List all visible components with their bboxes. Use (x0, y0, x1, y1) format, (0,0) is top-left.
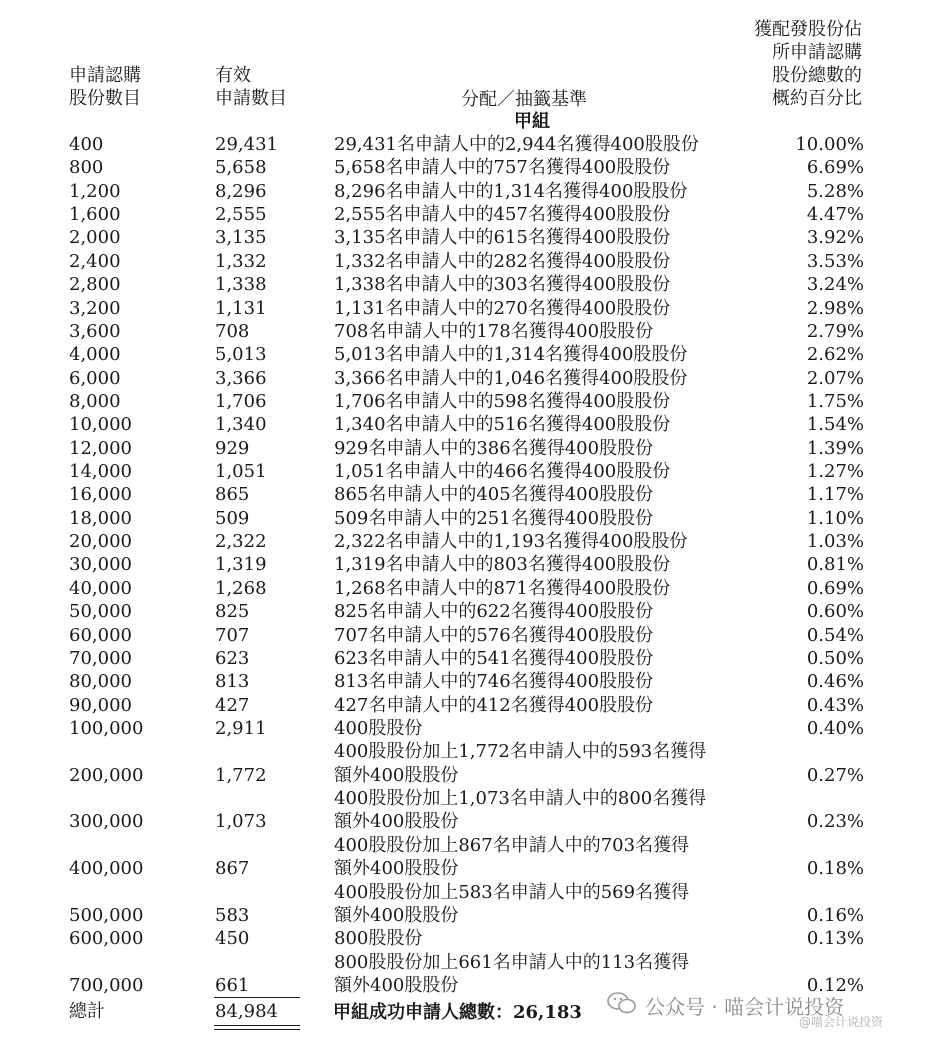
shares-applied-cell: 12,000 (69, 437, 132, 459)
valid-applications-cell: 2,911 (215, 717, 267, 739)
shares-applied-cell: 500,000 (69, 904, 144, 926)
valid-applications-cell: 1,268 (215, 577, 267, 599)
wechat-icon (607, 991, 637, 1015)
allocation-basis-line: 3,366名申請人中的1,046名獲得400股股份 (334, 367, 688, 389)
allocation-basis-cell (334, 320, 734, 343)
allocation-basis-line: 707名申請人中的576名獲得400股股份 (334, 624, 654, 646)
allocation-basis-line: 5,658名申請人中的757名獲得400股股份 (334, 157, 671, 179)
watermark-handle: @喵会计说投资 (799, 1015, 884, 1029)
allocation-basis-cell (334, 927, 734, 950)
allocation-basis-cell (334, 133, 734, 156)
valid-applications-cell: 825 (215, 601, 250, 623)
shares-applied-cell: 2,400 (69, 250, 121, 272)
total-label: 總計 (69, 1001, 105, 1022)
allocation-basis-line: 825名申請人中的622名獲得400股股份 (334, 601, 654, 623)
header-shares: 申請認購 股份數目 (69, 65, 141, 109)
valid-applications-cell: 8,296 (215, 180, 267, 202)
allocation-basis-cell (334, 740, 734, 787)
shares-applied-cell: 30,000 (69, 554, 132, 576)
allocation-basis-line: 額外400股股份 (334, 975, 459, 997)
shares-applied-cell: 1,200 (69, 180, 121, 202)
percentage-cell: 0.23% (806, 811, 864, 833)
allocation-basis-line: 29,431名申請人中的2,944名獲得400股股份 (334, 134, 699, 155)
allocation-basis-line: 1,706名申請人中的598名獲得400股股份 (334, 390, 671, 412)
total-value: 84,984 (215, 1001, 278, 1022)
valid-applications-cell: 1,706 (215, 390, 267, 412)
allocation-basis-cell (334, 156, 734, 179)
header-apps: 有效 申請數目 (215, 65, 287, 109)
shares-applied-cell: 4,000 (69, 344, 121, 366)
percentage-cell: 2.07% (806, 367, 864, 389)
shares-applied-cell: 2,000 (69, 227, 121, 249)
valid-applications-cell: 450 (215, 928, 250, 950)
valid-applications-cell: 813 (215, 671, 250, 693)
valid-applications-cell: 5,013 (215, 344, 267, 366)
table-row (0, 600, 929, 623)
shares-applied-cell: 300,000 (69, 811, 144, 833)
percentage-cell: 0.50% (806, 647, 864, 669)
valid-applications-cell: 1,073 (215, 811, 267, 833)
shares-applied-cell: 80,000 (69, 671, 132, 693)
table-row (0, 717, 929, 740)
allocation-basis-cell (334, 553, 734, 576)
allocation-basis-line: 1,332名申請人中的282名獲得400股股份 (334, 250, 671, 272)
allocation-basis-line: 8,296名申請人中的1,314名獲得400股股份 (334, 180, 688, 202)
valid-applications-cell: 1,772 (215, 764, 267, 786)
allocation-basis-line: 1,340名申請人中的516名獲得400股股份 (334, 414, 671, 436)
shares-applied-cell: 800 (69, 157, 104, 179)
allocation-basis-cell (334, 834, 734, 881)
allocation-basis-cell (334, 670, 734, 693)
allocation-basis-cell (334, 717, 734, 740)
allocation-basis-line: 額外400股股份 (334, 811, 459, 833)
allocation-basis-cell (334, 577, 734, 600)
shares-applied-cell: 400,000 (69, 858, 144, 880)
valid-applications-cell: 3,135 (215, 227, 267, 249)
table-row (0, 694, 929, 717)
watermark (607, 975, 927, 1035)
percentage-cell: 3.92% (806, 227, 864, 249)
shares-applied-cell: 20,000 (69, 531, 132, 553)
percentage-cell: 0.16% (806, 904, 864, 926)
allocation-basis-line: 額外400股股份 (334, 764, 459, 786)
percentage-cell: 1.17% (806, 484, 864, 506)
allocation-basis-cell (334, 647, 734, 670)
allocation-basis-cell (334, 273, 734, 296)
percentage-cell: 1.03% (806, 531, 864, 553)
allocation-basis-line: 427名申請人中的412名獲得400股股份 (334, 694, 654, 716)
valid-applications-cell: 867 (215, 858, 250, 880)
table-row (0, 273, 929, 296)
allocation-basis-line: 5,013名申請人中的1,314名獲得400股股份 (334, 344, 688, 366)
percentage-cell: 0.81% (806, 554, 864, 576)
allocation-basis-line: 額外400股股份 (334, 904, 459, 926)
allocation-basis-cell (334, 694, 734, 717)
table-row (0, 367, 929, 390)
allocation-basis-cell (334, 203, 734, 226)
allocation-basis-line: 400股股份加上1,073名申請人中的800名獲得 (334, 788, 707, 810)
table-row (0, 624, 929, 647)
valid-applications-cell: 5,658 (215, 157, 267, 179)
table-row (0, 437, 929, 460)
valid-applications-cell: 29,431 (215, 134, 278, 155)
table-row (0, 553, 929, 576)
percentage-cell: 6.69% (806, 157, 864, 179)
percentage-cell: 0.13% (806, 928, 864, 950)
allocation-basis-line: 800股股份加上661名申請人中的113名獲得 (334, 951, 690, 973)
percentage-cell: 5.28% (806, 180, 864, 202)
allocation-basis-line: 865名申請人中的405名獲得400股股份 (334, 484, 654, 506)
allocation-basis-line: 額外400股股份 (334, 858, 459, 880)
allocation-basis-cell (334, 413, 734, 436)
percentage-cell: 1.75% (806, 390, 864, 412)
valid-applications-cell: 1,332 (215, 250, 267, 272)
table-row (0, 577, 929, 600)
allocation-basis-line: 813名申請人中的746名獲得400股股份 (334, 671, 654, 693)
allocation-basis-line: 3,135名申請人中的615名獲得400股股份 (334, 227, 671, 249)
allocation-basis-cell (334, 250, 734, 273)
allocation-basis-cell (334, 787, 734, 834)
shares-applied-cell: 1,600 (69, 204, 121, 226)
percentage-cell: 3.24% (806, 274, 864, 296)
table-row (0, 133, 929, 156)
shares-applied-cell: 60,000 (69, 624, 132, 646)
total-rule-double-1 (214, 1025, 300, 1026)
shares-applied-cell: 100,000 (69, 717, 144, 739)
shares-applied-cell: 3,600 (69, 320, 121, 342)
allocation-basis-cell (334, 881, 734, 928)
allocation-basis-cell (334, 507, 734, 530)
allocation-basis-cell (334, 437, 734, 460)
table-row (0, 647, 929, 670)
percentage-cell: 3.53% (806, 250, 864, 272)
table-row (0, 250, 929, 273)
allocation-basis-cell (334, 600, 734, 623)
valid-applications-cell: 1,340 (215, 414, 267, 436)
valid-applications-cell: 583 (215, 904, 250, 926)
table-row (0, 927, 929, 950)
valid-applications-cell: 1,338 (215, 274, 267, 296)
table-row (0, 483, 929, 506)
table-row (0, 343, 929, 366)
allocation-basis-line: 1,319名申請人中的803名獲得400股股份 (334, 554, 671, 576)
percentage-cell: 0.60% (806, 601, 864, 623)
percentage-cell: 0.54% (806, 624, 864, 646)
watermark-text: 公众号 · 喵会计说投资 (645, 995, 845, 1019)
table-row (0, 787, 929, 834)
percentage-cell: 4.47% (806, 204, 864, 226)
shares-applied-cell: 200,000 (69, 764, 144, 786)
shares-applied-cell: 40,000 (69, 577, 132, 599)
allocation-basis-line: 1,268名申請人中的871名獲得400股股份 (334, 577, 671, 599)
table-row (0, 460, 929, 483)
percentage-cell: 0.40% (806, 717, 864, 739)
allocation-basis-cell (334, 483, 734, 506)
percentage-cell: 1.27% (806, 461, 864, 483)
percentage-cell: 0.27% (806, 764, 864, 786)
percentage-cell: 0.46% (806, 671, 864, 693)
allocation-basis-line: 1,051名申請人中的466名獲得400股股份 (334, 461, 671, 483)
allocation-basis-cell (334, 226, 734, 249)
allocation-table (0, 133, 929, 997)
percentage-cell: 2.79% (806, 320, 864, 342)
allocation-basis-line: 400股股份加上867名申請人中的703名獲得 (334, 834, 690, 856)
allocation-basis-cell (334, 367, 734, 390)
percentage-cell: 0.12% (806, 975, 864, 996)
valid-applications-cell: 707 (215, 624, 250, 646)
table-row (0, 413, 929, 436)
total-rule-double-2 (214, 1029, 300, 1030)
header-pct: 獲配發股份佔 所申請認購 股份總數的 概約百分比 (754, 19, 862, 109)
table-row (0, 390, 929, 413)
table-row (0, 740, 929, 787)
percentage-cell: 1.10% (806, 507, 864, 529)
table-row (0, 180, 929, 203)
shares-applied-cell: 16,000 (69, 484, 132, 506)
percentage-cell: 1.39% (806, 437, 864, 459)
shares-applied-cell: 3,200 (69, 297, 121, 319)
shares-applied-cell: 8,000 (69, 390, 121, 412)
shares-applied-cell: 2,800 (69, 274, 121, 296)
allocation-basis-line: 1,338名申請人中的303名獲得400股股份 (334, 274, 671, 296)
shares-applied-cell: 14,000 (69, 461, 132, 483)
valid-applications-cell: 623 (215, 647, 250, 669)
valid-applications-cell: 427 (215, 694, 250, 716)
allocation-basis-cell (334, 390, 734, 413)
allocation-basis-cell (334, 460, 734, 483)
allocation-basis-line: 2,555名申請人中的457名獲得400股股份 (334, 204, 671, 226)
shares-applied-cell: 6,000 (69, 367, 121, 389)
table-row (0, 297, 929, 320)
table-row (0, 530, 929, 553)
valid-applications-cell: 1,319 (215, 554, 267, 576)
table-row (0, 203, 929, 226)
shares-applied-cell: 70,000 (69, 647, 132, 669)
valid-applications-cell: 708 (215, 320, 250, 342)
percentage-cell: 0.18% (806, 858, 864, 880)
shares-applied-cell: 400 (69, 134, 104, 155)
valid-applications-cell: 509 (215, 507, 250, 529)
allocation-basis-cell (334, 297, 734, 320)
total-rule-top (214, 997, 300, 998)
valid-applications-cell: 1,131 (215, 297, 267, 319)
allocation-basis-line: 2,322名申請人中的1,193名獲得400股股份 (334, 531, 688, 553)
valid-applications-cell: 2,555 (215, 204, 267, 226)
valid-applications-cell: 929 (215, 437, 250, 459)
shares-applied-cell: 18,000 (69, 507, 132, 529)
valid-applications-cell: 1,051 (215, 461, 267, 483)
table-row (0, 881, 929, 928)
shares-applied-cell: 700,000 (69, 975, 144, 996)
shares-applied-cell: 10,000 (69, 414, 132, 436)
allocation-basis-cell (334, 530, 734, 553)
allocation-basis-line: 400股股份加上583名申請人中的569名獲得 (334, 881, 690, 903)
allocation-basis-line: 800股股份 (334, 928, 423, 950)
total-successful-applicants: 甲組成功申請人總數：26,183 (333, 1002, 582, 1023)
allocation-basis-line: 400股股份加上1,772名申請人中的593名獲得 (334, 741, 707, 763)
table-row (0, 226, 929, 249)
valid-applications-cell: 865 (215, 484, 250, 506)
table-row (0, 156, 929, 179)
table-row (0, 834, 929, 881)
shares-applied-cell: 50,000 (69, 601, 132, 623)
valid-applications-cell: 3,366 (215, 367, 267, 389)
allocation-basis-line: 400股股份 (334, 717, 423, 739)
allocation-basis-line: 1,131名申請人中的270名獲得400股股份 (334, 297, 671, 319)
table-row (0, 320, 929, 343)
percentage-cell: 10.00% (795, 134, 864, 155)
allocation-basis-line: 509名申請人中的251名獲得400股股份 (334, 507, 654, 529)
shares-applied-cell: 600,000 (69, 928, 144, 950)
allocation-basis-line: 708名申請人中的178名獲得400股股份 (334, 320, 654, 342)
valid-applications-cell: 2,322 (215, 531, 267, 553)
table-row (0, 507, 929, 530)
header-pool: 甲組 (514, 111, 550, 132)
allocation-basis-line: 929名申請人中的386名獲得400股股份 (334, 437, 654, 459)
percentage-cell: 2.98% (806, 297, 864, 319)
allocation-basis-cell (334, 343, 734, 366)
allocation-basis-cell (334, 624, 734, 647)
percentage-cell: 2.62% (806, 344, 864, 366)
percentage-cell: 0.43% (806, 694, 864, 716)
percentage-cell: 0.69% (806, 577, 864, 599)
table-row (0, 670, 929, 693)
percentage-cell: 1.54% (806, 414, 864, 436)
allocation-basis-line: 623名申請人中的541名獲得400股股份 (334, 647, 654, 669)
header-basis: 分配／抽籤基準 (461, 89, 587, 110)
shares-applied-cell: 90,000 (69, 694, 132, 716)
valid-applications-cell: 661 (215, 975, 250, 996)
allocation-basis-cell (334, 180, 734, 203)
